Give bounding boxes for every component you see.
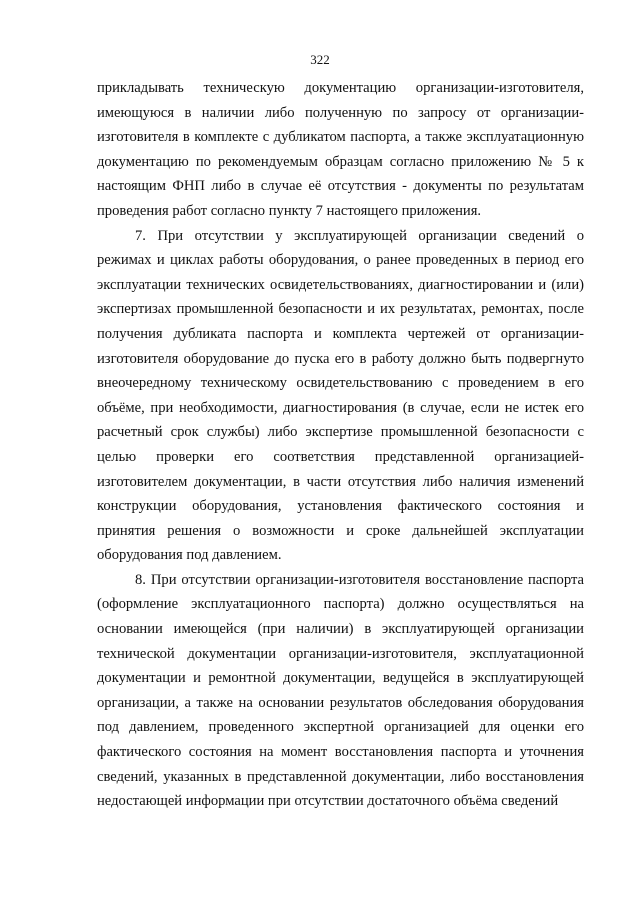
page-body	[97, 76, 584, 814]
page-number: 322	[310, 52, 330, 67]
paragraph-item-7: 7. При отсутствии у эксплуатирующей организации сведений о режимах и циклах работы оборудования, о ранее проведенных в период его эксплуатации технических освидетельствованиях, диагностировании и (или) экспертизах промышленной безопасности и их результатах, ремонтах, после получения дубликата паспорта и комплекта чертежей от организации-изготовителя оборудование до пуска его в работу должно быть подвергнуто внеочередному техническому освидетельствованию с проведением в его объёме, при необходимости, диагностирования (в случае, если не истек его расчетный срок службы) либо экспертизе промышленной безопасности с целью проверки его соответствия представленной организацией-изготовителем документации, в части отсутствия либо наличия изменений конструкции оборудования, установления фактического состояния и принятия решения о возможности и сроке дальнейшей эксплуатации оборудования под давлением.	[97, 227, 584, 564]
paragraph-item-8: 8. При отсутствии организации-изготовителя восстановление паспорта (оформление эксплуатационного паспорта) должно осуществляться на основании имеющейся (при наличии) в эксплуатирующей организации технической документации организации-изготовителя, эксплуатационной документации и ремонтной документации, ведущейся в эксплуатирующей организации, а также на основании результатов обследования оборудования под давлением, проведенного экспертной организацией для оценки его фактического состояния на момент восстановления паспорта и уточнения сведений, указанных в представленной документации, либо восстановления недостающей информации при отсутствии достаточного объёма сведений	[97, 571, 584, 810]
paragraph-continuation: прикладывать техническую документацию организации-изготовителя, имеющуюся в наличии либо полученную по запросу от организации-изготовителя в комплекте с дубликатом паспорта, а также эксплуатационную документацию по рекомендуемым образцам согласно приложению № 5 к настоящим ФНП либо в случае её отсутствия - документы по результатам проведения работ согласно пункту 7 настоящего приложения.	[97, 80, 584, 219]
